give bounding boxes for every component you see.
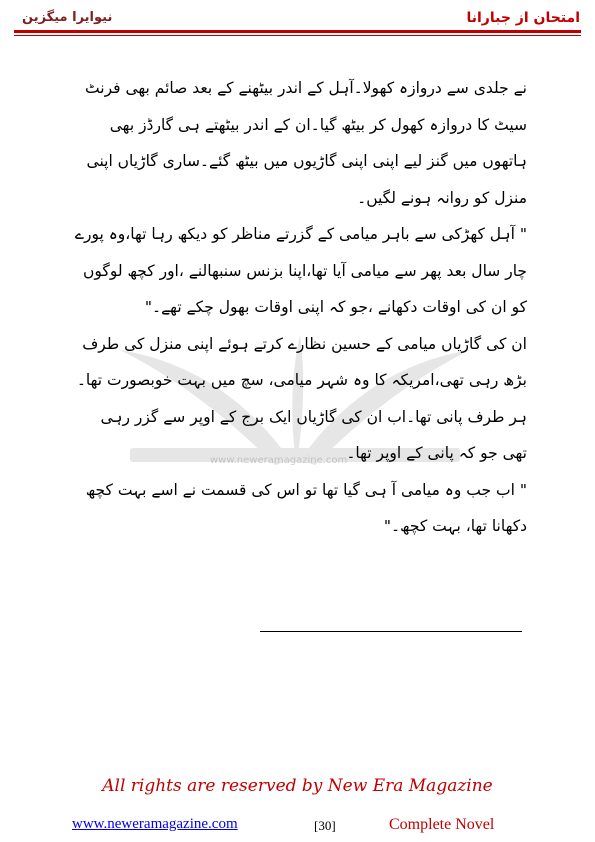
copyright-notice: All rights are reserved by New Era Magazine [102,776,493,796]
novel-category: Complete Novel [389,816,495,833]
paragraph: ان کی گاڑیاں میامی کے حسین نظارے کرتے ہوئے اپنی منزل کی طرف بڑھ رہی تھی،امریکہ کا وہ شہر میامی، سچ میں بہت خوبصورت تھا۔ہر طرف پانی تھا۔اب ان کی گاڑیاں ایک برج کے اوپر سے گزر رہی تھی جو کہ پانی کے اوپر تھا۔ [76,334,527,462]
paragraph: نے جلدی سے دروازہ کھولا۔آہل کے اندر بیٹھنے کے بعد صائم بھی فرنٹ سیٹ کا دروازہ کھول کر بیٹھ گیا۔ان کے اندر بیٹھتے ہی گارڈز بھی ہاتھوں میں گنز لیے اپنی اپنی گاڑیوں میں بیٹھ گئے۔ساری گاڑیاں اپنی منزل کو روانہ ہونے لگیں۔ [85,79,527,207]
section-end-rule [260,631,522,632]
novel-title: امتحان از جبارانا [466,10,580,26]
paragraph: " آہل کھڑکی سے باہر میامی کے گزرتے مناظر کو دیکھ رہا تھا،وہ پورے چار سال بعد پھر سے میامی آیا تھا،اپنا بزنس سنبھالنے ،اور کچھ لوگوں کو ان کی اوقات دکھانے ،جو کہ اپنی اوقات بھول چکے تھے۔" [74,225,527,316]
page-number: [30] [314,818,336,833]
paragraph: " اب جب وہ میامی آ ہی گیا تھا تو اس کی قسمت نے اسے بہت کچھ دکھانا تھا، بہت کچھ۔" [85,480,527,535]
header-divider [14,30,581,33]
header-divider-thin [14,35,581,36]
novel-body [72,70,527,545]
magazine-name: نیوایرا میگزین [22,10,113,25]
watermark-url: www.neweramagazine.com [210,455,348,466]
magazine-website-link[interactable]: www.neweramagazine.com [72,816,238,832]
